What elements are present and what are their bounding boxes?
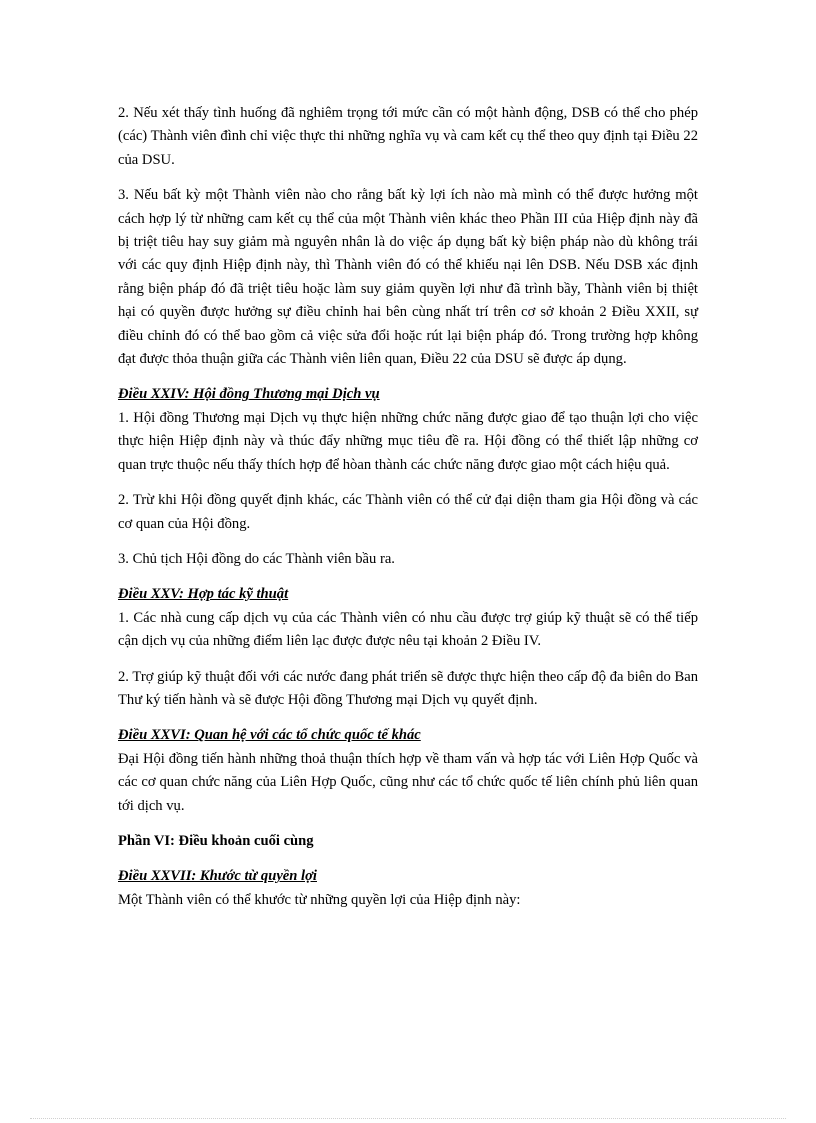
paragraph: 3. Nếu bất kỳ một Thành viên nào cho rằng bất kỳ lợi ích nào mà mình có thể được hưởng một cách hợp lý từ những cam kết cụ thể của một Thành viên khác theo Phần III của Hiệp định này đã bị triệt tiêu hay suy giảm mà nguyên nhân là do việc áp dụng bất kỳ biện pháp nào dù không trái với các quy định Hiệp định này, thì Thành viên đó có thể khiếu nại lên DSB. Nếu DSB xác định rằng biện pháp đó đã triệt tiêu hoặc làm suy giảm quyền lợi như đã trình bầy, Thành viên bị thiệt hại có quyền được hưởng sự điều chỉnh hai bên cùng nhất trí trên cơ sở khoản 2 Điều XXII, sự điều chỉnh đó có thể bao gồm cả việc sửa đổi hoặc rút lại biện pháp đó. Trong trường hợp không đạt được thỏa thuận giữa các Thành viên liên quan, Điều 22 của DSU sẽ được áp dụng. — [118, 187, 698, 368]
article-heading: Điều XXVI: Quan hệ với các tổ chức quốc tế khác — [118, 727, 421, 744]
paragraph: 2. Trợ giúp kỹ thuật đối với các nước đang phát triển sẽ được thực hiện theo cấp độ đa biên do Ban Thư ký tiến hành và sẽ được Hội đồng Thương mại Dịch vụ quyết định. — [118, 668, 698, 708]
article-heading: Điều XXV: Hợp tác kỹ thuật — [118, 586, 289, 603]
article-heading: Điều XXVII: Khước từ quyền lợi — [118, 868, 317, 885]
paragraph: 1. Hội đồng Thương mại Dịch vụ thực hiện những chức năng được giao để tạo thuận lợi cho việc thực hiện Hiệp định này và thúc đẩy những mục tiêu đề ra. Hội đồng có thể thiết lập những cơ quan trực thuộc nếu thấy thích hợp để hòan thành các chức năng được giao một cách hiệu quả. — [118, 409, 698, 473]
paragraph: Một Thành viên có thể khước từ những quyền lợi của Hiệp định này: — [118, 891, 521, 908]
article-heading: Điều XXIV: Hội đồng Thương mại Dịch vụ — [118, 386, 380, 403]
paragraph: 1. Các nhà cung cấp dịch vụ của các Thành viên có nhu cầu được trợ giúp kỹ thuật sẽ có thể tiếp cận dịch vụ của những điểm liên lạc được được nêu tại khoản 2 Điều IV. — [118, 609, 698, 650]
paragraph: Đại Hội đồng tiến hành những thoả thuận thích hợp về tham vấn và hợp tác với Liên Hợp Quốc và các cơ quan chức năng của Liên Hợp Quốc, cũng như các tổ chức quốc tế liên chính phủ liên quan tới dịch vụ. — [118, 750, 698, 814]
document-page — [118, 102, 698, 924]
paragraph: 2. Trừ khi Hội đồng quyết định khác, các Thành viên có thể cử đại diện tham gia Hội đồng và các cơ quan của Hội đồng. — [118, 492, 698, 532]
paragraph: 2. Nếu xét thấy tình huống đã nghiêm trọng tới mức cần có một hành động, DSB có thể cho phép (các) Thành viên đình chỉ việc thực thi những nghĩa vụ và cam kết cụ thể theo quy định tại Điều 22 của DSU. — [118, 105, 698, 168]
paragraph: 3. Chủ tịch Hội đồng do các Thành viên bầu ra. — [118, 550, 395, 567]
part-heading: Phần VI: Điều khoản cuối cùng — [118, 832, 314, 849]
page-bottom-divider — [30, 1118, 786, 1119]
